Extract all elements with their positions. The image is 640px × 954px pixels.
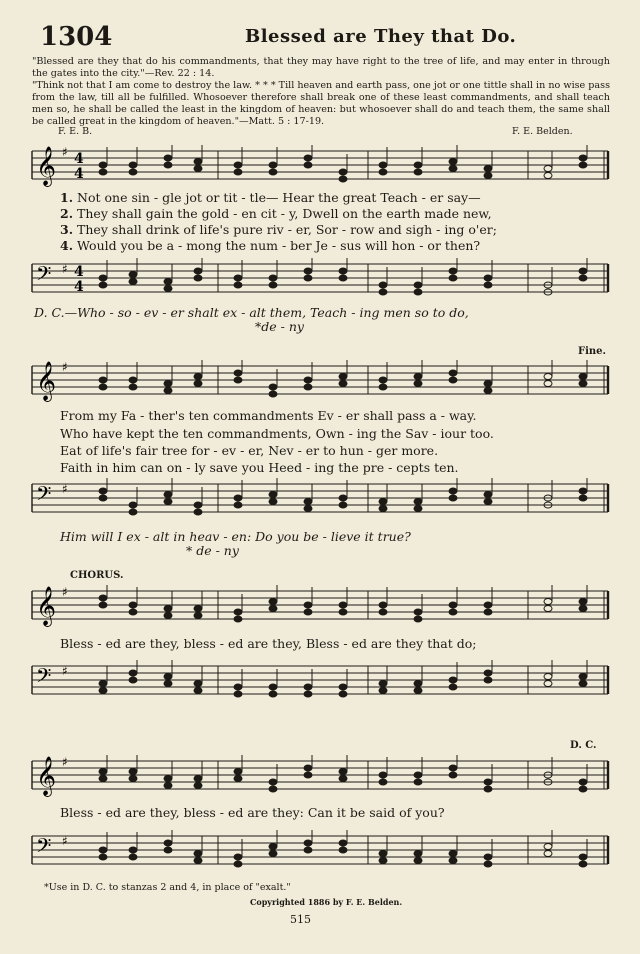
note-head	[379, 858, 387, 864]
system-2-deny: * de - ny	[186, 543, 239, 558]
note-head	[579, 155, 587, 161]
note-head	[379, 162, 387, 168]
note-head	[99, 495, 107, 501]
note-head	[379, 377, 387, 383]
note-head	[449, 684, 457, 690]
note-head	[99, 688, 107, 694]
note-head	[379, 779, 387, 785]
note-head	[164, 783, 172, 789]
note-head	[449, 602, 457, 608]
note-head	[99, 602, 107, 608]
note-head	[544, 606, 552, 612]
sharp-icon: ♯	[62, 262, 68, 276]
note-head	[484, 275, 492, 281]
note-head	[484, 173, 492, 179]
note-head	[194, 858, 202, 864]
system-2-verse-4: Faith in him can on - ly save you Heed - ing the pre - cepts ten.	[60, 460, 459, 475]
note-head	[414, 169, 422, 175]
note-head	[129, 776, 137, 782]
note-head	[379, 772, 387, 778]
note-head	[449, 772, 457, 778]
note-head	[304, 377, 312, 383]
time-signature-bottom: 4	[74, 166, 84, 182]
note-head	[194, 374, 202, 380]
system-4-lyrics: Bless - ed are they, bless - ed are they: Can it be said of you?	[60, 805, 445, 820]
note-head	[339, 381, 347, 387]
note-head	[269, 499, 277, 505]
note-head	[194, 502, 202, 508]
system-1-verse-3: 3. They shall drink of life's pure riv - er, Sor - row and sigh - ing o'er;	[60, 222, 497, 237]
bass-clef-icon: 𝄢	[36, 262, 52, 290]
note-head	[164, 840, 172, 846]
system-1-bass-staff	[28, 258, 612, 304]
note-head	[129, 169, 137, 175]
note-head	[234, 691, 242, 697]
chorus-label: CHORUS.	[70, 570, 124, 581]
note-head	[414, 506, 422, 512]
note-head	[164, 381, 172, 387]
note-head	[579, 268, 587, 274]
note-head	[269, 844, 277, 850]
note-head	[164, 776, 172, 782]
note-head	[269, 492, 277, 498]
scripture-quote	[32, 56, 610, 128]
note-head	[194, 606, 202, 612]
note-head	[269, 599, 277, 605]
note-head	[484, 670, 492, 676]
note-head	[414, 616, 422, 622]
note-head	[234, 776, 242, 782]
note-head	[339, 609, 347, 615]
note-head	[164, 155, 172, 161]
note-head	[234, 162, 242, 168]
note-head	[414, 779, 422, 785]
note-head	[129, 609, 137, 615]
note-head	[99, 282, 107, 288]
sharp-icon: ♯	[62, 145, 68, 159]
footnote: *Use in D. C. to stanzas 2 and 4, in place of "exalt."	[44, 882, 291, 893]
bass-clef-icon: 𝄢	[36, 834, 52, 862]
note-head	[339, 684, 347, 690]
note-head	[339, 691, 347, 697]
note-head	[129, 279, 137, 285]
note-head	[304, 602, 312, 608]
note-head	[99, 275, 107, 281]
note-head	[99, 488, 107, 494]
note-head	[484, 282, 492, 288]
note-head	[304, 609, 312, 615]
note-head	[414, 381, 422, 387]
note-head	[234, 616, 242, 622]
system-2-treble-staff	[28, 360, 612, 406]
note-head	[99, 769, 107, 775]
fine-marker: Fine.	[578, 346, 607, 357]
note-head	[449, 275, 457, 281]
note-head	[129, 509, 137, 515]
note-head	[449, 765, 457, 771]
note-head	[234, 282, 242, 288]
note-head	[579, 779, 587, 785]
note-head	[129, 677, 137, 683]
note-head	[449, 495, 457, 501]
note-head	[544, 166, 552, 172]
sharp-icon: ♯	[62, 585, 68, 599]
note-head	[129, 769, 137, 775]
system-1-dc-lyrics: D. C.—Who - so - ev - er shalt ex - alt them, Teach - ing men so to do,	[34, 305, 469, 320]
note-head	[579, 374, 587, 380]
note-head	[304, 847, 312, 853]
note-head	[194, 681, 202, 687]
note-head	[304, 499, 312, 505]
note-head	[339, 268, 347, 274]
system-2-verse-1: From my Fa - ther's ten commandments Ev - er shall pass a - way.	[60, 408, 477, 423]
note-head	[579, 495, 587, 501]
hymn-title: Blessed are They that Do.	[245, 26, 517, 47]
note-head	[379, 602, 387, 608]
note-head	[194, 275, 202, 281]
note-head	[304, 162, 312, 168]
system-1-verse-1: 1. Not one sin - gle jot or tit - tle— Hear the great Teach - er say—	[60, 190, 481, 205]
note-head	[544, 381, 552, 387]
note-head	[339, 840, 347, 846]
note-head	[164, 606, 172, 612]
note-head	[304, 506, 312, 512]
note-head	[304, 684, 312, 690]
system-4-treble-staff	[28, 755, 612, 801]
note-head	[414, 499, 422, 505]
note-head	[484, 499, 492, 505]
note-head	[579, 854, 587, 860]
note-head	[234, 854, 242, 860]
note-head	[484, 677, 492, 683]
note-head	[544, 851, 552, 857]
note-head	[449, 268, 457, 274]
note-head	[99, 169, 107, 175]
note-head	[579, 681, 587, 687]
sharp-icon: ♯	[62, 482, 68, 496]
time-signature-top: 4	[74, 264, 84, 280]
note-head	[194, 159, 202, 165]
time-signature-top: 4	[74, 151, 84, 167]
note-head	[544, 173, 552, 179]
note-head	[304, 275, 312, 281]
treble-clef-icon: 𝄞	[36, 756, 57, 796]
note-head	[129, 377, 137, 383]
sharp-icon: ♯	[62, 834, 68, 848]
note-head	[194, 509, 202, 515]
note-head	[164, 492, 172, 498]
note-head	[269, 691, 277, 697]
note-head	[99, 384, 107, 390]
note-head	[234, 861, 242, 867]
note-head	[414, 772, 422, 778]
note-head	[484, 381, 492, 387]
sharp-icon: ♯	[62, 664, 68, 678]
note-head	[194, 783, 202, 789]
note-head	[484, 609, 492, 615]
note-head	[164, 847, 172, 853]
note-head	[339, 602, 347, 608]
note-head	[449, 488, 457, 494]
note-head	[304, 384, 312, 390]
note-head	[379, 289, 387, 295]
note-head	[484, 861, 492, 867]
note-head	[339, 374, 347, 380]
note-head	[194, 166, 202, 172]
note-head	[414, 609, 422, 615]
note-head	[544, 374, 552, 380]
note-head	[129, 502, 137, 508]
note-head	[339, 776, 347, 782]
system-3-bass-staff	[28, 660, 612, 706]
note-head	[484, 786, 492, 792]
note-head	[99, 681, 107, 687]
note-head	[579, 381, 587, 387]
scripture-matt: "Think not that I am come to destroy the law. * * * Till heaven and earth pass, one jot or one tittle shall in no wise pass from the law, till all be fulfilled. Whosoever therefore shall break one of these least commandments, and shall teach men so, he shall be called the least in the kingdom of heaven: but whosoever shall do and teach them, the same shall be called great in the kingdom of heaven."—Matt. 5 : 17-19.	[32, 80, 610, 127]
note-head	[234, 495, 242, 501]
note-head	[269, 384, 277, 390]
hymn-number: 1304	[40, 22, 113, 52]
note-head	[129, 162, 137, 168]
note-head	[339, 495, 347, 501]
note-head	[164, 279, 172, 285]
note-head	[379, 169, 387, 175]
system-2-verse-2: Who have kept the ten commandments, Own - ing the Sav - iour too.	[60, 426, 494, 441]
note-head	[484, 388, 492, 394]
note-head	[164, 613, 172, 619]
note-head	[269, 162, 277, 168]
sharp-icon: ♯	[62, 755, 68, 769]
note-head	[579, 162, 587, 168]
note-head	[164, 286, 172, 292]
note-head	[304, 691, 312, 697]
system-2-dc-lyrics: Him will I ex - alt in heav - en: Do you be - lieve it true?	[60, 529, 411, 544]
note-head	[99, 776, 107, 782]
note-head	[484, 492, 492, 498]
note-head	[164, 388, 172, 394]
note-head	[129, 670, 137, 676]
note-head	[449, 851, 457, 857]
note-head	[339, 169, 347, 175]
treble-clef-icon: 𝄞	[36, 586, 57, 626]
treble-clef-icon: 𝄞	[36, 146, 57, 186]
note-head	[99, 162, 107, 168]
note-head	[269, 391, 277, 397]
bass-clef-icon: 𝄢	[36, 664, 52, 692]
note-head	[449, 609, 457, 615]
note-head	[379, 384, 387, 390]
note-head	[379, 681, 387, 687]
words-credit: F. E. B.	[58, 126, 93, 137]
sharp-icon: ♯	[62, 360, 68, 374]
note-head	[379, 282, 387, 288]
note-head	[449, 159, 457, 165]
note-head	[544, 844, 552, 850]
note-head	[544, 681, 552, 687]
note-head	[414, 858, 422, 864]
note-head	[449, 377, 457, 383]
note-head	[129, 854, 137, 860]
note-head	[129, 384, 137, 390]
note-head	[414, 688, 422, 694]
note-head	[414, 851, 422, 857]
note-head	[269, 282, 277, 288]
note-head	[449, 858, 457, 864]
system-4-bass-staff	[28, 830, 612, 876]
system-1-deny: *de - ny	[255, 319, 304, 334]
note-head	[339, 847, 347, 853]
note-head	[484, 602, 492, 608]
note-head	[379, 851, 387, 857]
note-head	[194, 776, 202, 782]
note-head	[99, 595, 107, 601]
note-head	[234, 275, 242, 281]
note-head	[234, 377, 242, 383]
note-head	[99, 847, 107, 853]
note-head	[234, 684, 242, 690]
note-head	[544, 674, 552, 680]
note-head	[304, 765, 312, 771]
note-head	[484, 166, 492, 172]
note-head	[304, 268, 312, 274]
note-head	[339, 769, 347, 775]
scripture-rev: "Blessed are they that do his commandments, that they may have right to the tree of life, and may enter in through the gates into the city."—Rev. 22 : 14.	[32, 56, 610, 79]
note-head	[194, 851, 202, 857]
bass-clef-icon: 𝄢	[36, 482, 52, 510]
treble-clef-icon: 𝄞	[36, 361, 57, 401]
note-head	[194, 688, 202, 694]
note-head	[339, 502, 347, 508]
note-head	[164, 162, 172, 168]
note-head	[379, 499, 387, 505]
note-head	[449, 677, 457, 683]
note-head	[269, 275, 277, 281]
copyright: Copyrighted 1886 by F. E. Belden.	[250, 897, 403, 907]
note-head	[194, 381, 202, 387]
note-head	[269, 779, 277, 785]
note-head	[414, 282, 422, 288]
note-head	[304, 155, 312, 161]
note-head	[579, 599, 587, 605]
note-head	[449, 370, 457, 376]
time-signature-bottom: 4	[74, 279, 84, 295]
system-3-treble-staff	[28, 585, 612, 631]
note-head	[449, 166, 457, 172]
note-head	[129, 272, 137, 278]
system-2-bass-staff	[28, 478, 612, 524]
note-head	[99, 377, 107, 383]
note-head	[164, 674, 172, 680]
note-head	[414, 162, 422, 168]
note-head	[234, 370, 242, 376]
system-3-lyrics: Bless - ed are they, bless - ed are they, Bless - ed are they that do;	[60, 636, 477, 651]
note-head	[579, 861, 587, 867]
page-number: 515	[290, 913, 311, 926]
note-head	[269, 169, 277, 175]
note-head	[579, 786, 587, 792]
note-head	[304, 840, 312, 846]
note-head	[234, 609, 242, 615]
note-head	[379, 506, 387, 512]
note-head	[269, 606, 277, 612]
note-head	[99, 854, 107, 860]
note-head	[234, 169, 242, 175]
note-head	[579, 275, 587, 281]
note-head	[379, 688, 387, 694]
note-head	[194, 268, 202, 274]
note-head	[234, 769, 242, 775]
note-head	[484, 779, 492, 785]
note-head	[164, 681, 172, 687]
note-head	[579, 674, 587, 680]
note-head	[484, 854, 492, 860]
note-head	[269, 786, 277, 792]
system-2-verse-3: Eat of life's fair tree for - ev - er, Nev - er to hun - ger more.	[60, 443, 439, 458]
system-1-verse-4: 4. Would you be a - mong the num - ber Je - sus will hon - or then?	[60, 238, 481, 253]
note-head	[414, 289, 422, 295]
note-head	[339, 176, 347, 182]
music-credit: F. E. Belden.	[512, 126, 573, 137]
note-head	[579, 488, 587, 494]
note-head	[414, 374, 422, 380]
note-head	[269, 851, 277, 857]
note-head	[544, 599, 552, 605]
note-head	[339, 275, 347, 281]
note-head	[129, 602, 137, 608]
note-head	[579, 606, 587, 612]
note-head	[379, 609, 387, 615]
note-head	[234, 502, 242, 508]
system-1-treble-staff	[28, 145, 612, 191]
note-head	[129, 847, 137, 853]
note-head	[164, 499, 172, 505]
note-head	[269, 684, 277, 690]
note-head	[304, 772, 312, 778]
note-head	[414, 681, 422, 687]
dc-marker: D. C.	[570, 740, 597, 751]
note-head	[194, 613, 202, 619]
system-1-verse-2: 2. They shall gain the gold - en cit - y, Dwell on the earth made new,	[60, 206, 492, 221]
